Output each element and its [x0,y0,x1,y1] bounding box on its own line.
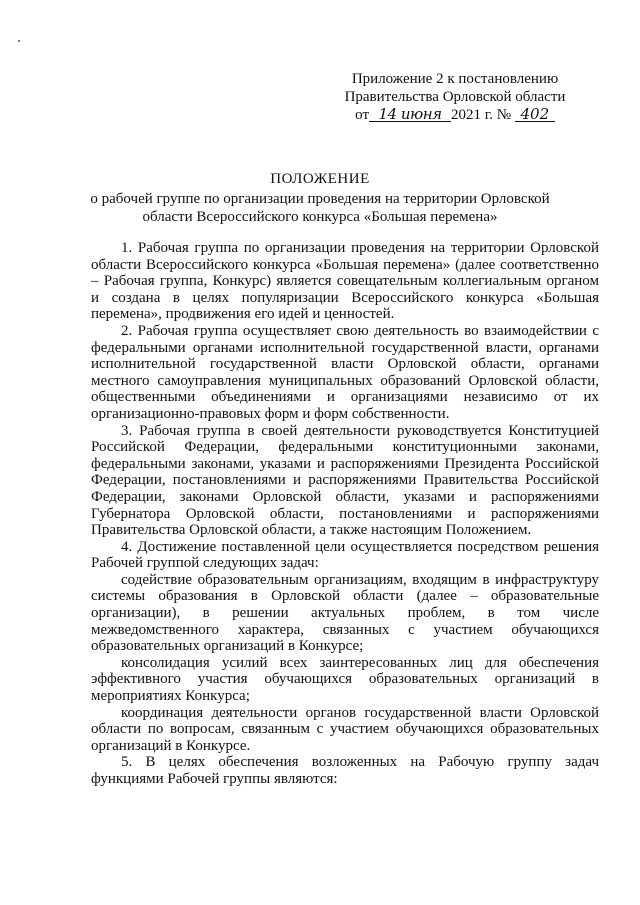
title-block [90,170,550,226]
paragraph-1: 1. Рабочая группа по организации проведения на территории Орловской области Всероссийского конкурса «Большая перемена» (далее соответственно – Рабочая группа, Конкурс) является совещательным коллегиальным органом и создана в целях популяризации Всероссийского конкурса «Большая перемена», продвижения его идей и ценностей. [91,240,599,323]
task-item-1: содействие образовательным организациям, входящим в инфраструктуру системы образования в Орловской области (далее – образовательные организации), в решении актуальных проблем, в том числе межведомственного характера, связанных с участием обучающихся образовательных организаций в Конкурсе; [91,571,599,655]
year-text: 2021 г. № [451,107,512,123]
paragraph-4: 4. Достижение поставленной цели осуществляется посредством решения Рабочей группой следующих задач: [91,538,599,572]
paragraph-5: 5. В целях обеспечения возложенных на Рабочую группу задач функциями Рабочей группы являются: [91,754,599,787]
task-item-2: консолидация усилий всех заинтересованных лиц для обеспечения эффективного участия обучающихся образовательных организаций в мероприятиях Конкурса; [91,654,599,705]
handwritten-date: 14 июня [369,107,451,122]
handwritten-number: 402 [515,107,555,122]
appendix-line-1: Приложение 2 к постановлению [351,71,559,87]
scan-speck [18,40,20,42]
appendix-line-2: Правительства Орловской области [344,89,566,105]
document-subtitle: о рабочей группе по организации проведения на территории Орловской области Всероссийского конкурса «Большая перемена» [90,191,550,225]
document-title: ПОЛОЖЕНИЕ [270,171,370,187]
task-item-3: координация деятельности органов государственной власти Орловской области по вопросам, связанным с участием обучающихся образовательных организаций в Конкурсе. [91,704,599,754]
document-body [91,240,599,788]
paragraph-2: 2. Рабочая группа осуществляет свою деятельность во взаимодействии с федеральными органами исполнительной государственной власти, органами исполнительной государственной власти Орловской области, органами местного самоуправления муниципальных образований Орловской области, общественными объединениями и организациями независимо от их организационно-правовых форм и форм собственности. [91,322,599,422]
paragraph-3: 3. Рабочая группа в своей деятельности руководствуется Конституцией Российской Федерации, федеральными конституционными законами, федеральными законами, указами и распоряжениями Президента Российской Федерации, постановлениями и распоряжениями Правительства Российской Федерации, законами Орловской области, указами и распоряжениями Губернатора Орловской области, постановлениями и распоряжениями Правительства Орловской области, а также настоящим Положением. [91,422,599,539]
appendix-date-line [325,106,585,124]
appendix-header [325,70,585,124]
date-prefix: от [355,107,370,123]
